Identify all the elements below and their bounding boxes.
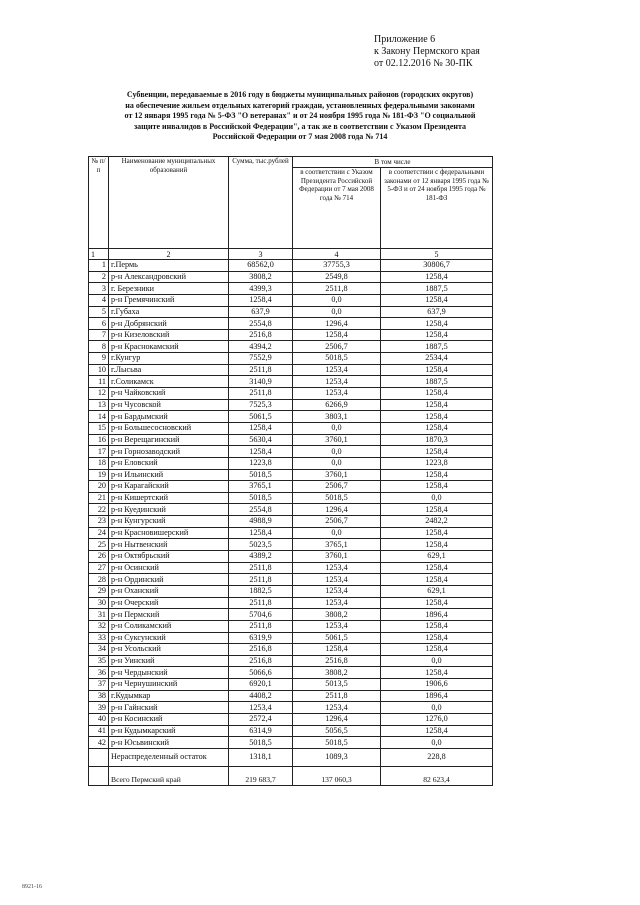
table-row bbox=[89, 353, 493, 365]
row-laws: 2534,4 bbox=[381, 353, 493, 365]
row-decree: 1253,4 bbox=[293, 620, 381, 632]
row-name: г.Соликамск bbox=[109, 376, 229, 388]
row-number: 7 bbox=[89, 329, 109, 341]
total-decree: 137 060,3 bbox=[293, 766, 381, 785]
row-name: р-н Кунгурский bbox=[109, 516, 229, 528]
row-name: р-н Оханский bbox=[109, 585, 229, 597]
row-laws: 1258,4 bbox=[381, 504, 493, 516]
row-sum: 2554,8 bbox=[229, 504, 293, 516]
row-name: р-н Уинский bbox=[109, 655, 229, 667]
row-number: 32 bbox=[89, 620, 109, 632]
row-name: г.Лысьва bbox=[109, 364, 229, 376]
col-number-3: 3 bbox=[229, 249, 293, 260]
row-number: 11 bbox=[89, 376, 109, 388]
col-number-5: 5 bbox=[381, 249, 493, 260]
row-name: р-н Бардымский bbox=[109, 411, 229, 423]
row-laws: 1258,4 bbox=[381, 399, 493, 411]
row-sum: 2511,8 bbox=[229, 388, 293, 400]
row-number: 9 bbox=[89, 353, 109, 365]
row-laws: 1258,4 bbox=[381, 562, 493, 574]
row-sum: 2511,8 bbox=[229, 364, 293, 376]
row-laws: 1258,4 bbox=[381, 481, 493, 493]
row-number: 10 bbox=[89, 364, 109, 376]
table-row bbox=[89, 574, 493, 586]
row-decree: 1253,4 bbox=[293, 364, 381, 376]
appendix-line-3: от 02.12.2016 № 30-ПК bbox=[374, 58, 473, 69]
row-name: р-н Пермский bbox=[109, 609, 229, 621]
table-row bbox=[89, 434, 493, 446]
title-line-2: на обеспечение жильем отдельных категорий граждан, установленных федеральными законами bbox=[125, 100, 475, 110]
table-row bbox=[89, 504, 493, 516]
row-decree: 1258,4 bbox=[293, 644, 381, 656]
row-sum: 5018,5 bbox=[229, 469, 293, 481]
row-decree: 2506,7 bbox=[293, 481, 381, 493]
unallocated-no bbox=[89, 748, 109, 766]
row-number: 16 bbox=[89, 434, 109, 446]
table-row bbox=[89, 318, 493, 330]
row-sum: 5018,5 bbox=[229, 737, 293, 749]
row-sum: 2511,8 bbox=[229, 574, 293, 586]
table-row bbox=[89, 609, 493, 621]
row-sum: 7552,9 bbox=[229, 353, 293, 365]
row-decree: 3760,1 bbox=[293, 434, 381, 446]
row-sum: 5061,5 bbox=[229, 411, 293, 423]
row-decree: 3808,2 bbox=[293, 667, 381, 679]
row-name: р-н Александровский bbox=[109, 271, 229, 283]
row-sum: 5066,6 bbox=[229, 667, 293, 679]
row-decree: 3760,1 bbox=[293, 551, 381, 563]
table-row bbox=[89, 690, 493, 702]
row-number: 4 bbox=[89, 294, 109, 306]
row-laws: 1258,4 bbox=[381, 364, 493, 376]
title-line-4: защите инвалидов в Российской Федерации", а так же в соответствии с Указом Президента bbox=[133, 121, 467, 131]
row-laws: 1258,4 bbox=[381, 620, 493, 632]
row-name: р-н Большесосновский bbox=[109, 422, 229, 434]
header-name: Наименование муниципальных образований bbox=[109, 157, 229, 249]
table-row bbox=[89, 737, 493, 749]
row-name: р-н Красновишерский bbox=[109, 527, 229, 539]
total-laws: 82 623,4 bbox=[381, 766, 493, 785]
row-number: 39 bbox=[89, 702, 109, 714]
row-sum: 2516,8 bbox=[229, 644, 293, 656]
table-row bbox=[89, 481, 493, 493]
row-laws: 1258,4 bbox=[381, 446, 493, 458]
row-laws: 1258,4 bbox=[381, 597, 493, 609]
row-decree: 2549,8 bbox=[293, 271, 381, 283]
row-sum: 1258,4 bbox=[229, 422, 293, 434]
row-laws: 1276,0 bbox=[381, 713, 493, 725]
table-row bbox=[89, 539, 493, 551]
table-row bbox=[89, 679, 493, 691]
row-sum: 5018,5 bbox=[229, 492, 293, 504]
row-number: 27 bbox=[89, 562, 109, 574]
row-decree: 1253,4 bbox=[293, 574, 381, 586]
row-laws: 1887,5 bbox=[381, 376, 493, 388]
row-number: 18 bbox=[89, 457, 109, 469]
row-number: 29 bbox=[89, 585, 109, 597]
row-name: р-н Ординский bbox=[109, 574, 229, 586]
row-decree: 6266,9 bbox=[293, 399, 381, 411]
row-name: г.Кудымкар bbox=[109, 690, 229, 702]
row-name: г.Кунгур bbox=[109, 353, 229, 365]
title-line-1: Субвенции, передаваемые в 2016 году в бюджеты муниципальных районов (городских округов) bbox=[126, 90, 474, 99]
row-name: р-н Чердынский bbox=[109, 667, 229, 679]
row-number: 5 bbox=[89, 306, 109, 318]
header-including: В том числе bbox=[293, 157, 493, 168]
row-name: р-н Добрянский bbox=[109, 318, 229, 330]
table-row bbox=[89, 260, 493, 272]
header-sum: Сумма, тыс.рублей bbox=[229, 157, 293, 249]
row-decree: 2511,8 bbox=[293, 283, 381, 295]
row-number: 12 bbox=[89, 388, 109, 400]
row-name: р-н Верещагинский bbox=[109, 434, 229, 446]
row-name: р-н Осинский bbox=[109, 562, 229, 574]
row-decree: 5061,5 bbox=[293, 632, 381, 644]
row-decree: 1253,4 bbox=[293, 376, 381, 388]
row-laws: 0,0 bbox=[381, 655, 493, 667]
row-name: р-н Кишертский bbox=[109, 492, 229, 504]
row-number: 19 bbox=[89, 469, 109, 481]
row-laws: 1258,4 bbox=[381, 469, 493, 481]
table-row bbox=[89, 702, 493, 714]
table-row bbox=[89, 644, 493, 656]
table-row bbox=[89, 620, 493, 632]
row-sum: 4399,3 bbox=[229, 283, 293, 295]
row-number: 25 bbox=[89, 539, 109, 551]
row-name: р-н Куединский bbox=[109, 504, 229, 516]
row-laws: 1258,4 bbox=[381, 388, 493, 400]
total-sum: 219 683,7 bbox=[229, 766, 293, 785]
appendix-line-1: Приложение 6 bbox=[374, 34, 436, 45]
row-name: р-н Суксунский bbox=[109, 632, 229, 644]
table-body bbox=[89, 260, 493, 749]
table-row bbox=[89, 271, 493, 283]
row-number: 21 bbox=[89, 492, 109, 504]
table-row bbox=[89, 399, 493, 411]
row-laws: 637,9 bbox=[381, 306, 493, 318]
table-row bbox=[89, 516, 493, 528]
row-name: р-н Соликамский bbox=[109, 620, 229, 632]
row-name: р-н Горнозаводский bbox=[109, 446, 229, 458]
row-name: р-н Нытвенский bbox=[109, 539, 229, 551]
row-decree: 0,0 bbox=[293, 527, 381, 539]
row-sum: 4394,2 bbox=[229, 341, 293, 353]
row-sum: 5023,5 bbox=[229, 539, 293, 551]
row-decree: 5013,5 bbox=[293, 679, 381, 691]
row-sum: 4988,9 bbox=[229, 516, 293, 528]
row-sum: 1253,4 bbox=[229, 702, 293, 714]
table-row bbox=[89, 655, 493, 667]
row-sum: 6314,9 bbox=[229, 725, 293, 737]
total-name: Всего Пермский край bbox=[109, 766, 229, 785]
row-laws: 1258,4 bbox=[381, 411, 493, 423]
table-row bbox=[89, 457, 493, 469]
table-row bbox=[89, 527, 493, 539]
row-name: р-н Кудымкарский bbox=[109, 725, 229, 737]
row-decree: 3760,1 bbox=[293, 469, 381, 481]
row-sum: 1258,4 bbox=[229, 446, 293, 458]
row-sum: 1882,5 bbox=[229, 585, 293, 597]
row-decree: 1253,4 bbox=[293, 702, 381, 714]
row-laws: 0,0 bbox=[381, 737, 493, 749]
row-number: 15 bbox=[89, 422, 109, 434]
row-laws: 1896,4 bbox=[381, 609, 493, 621]
row-sum: 5630,4 bbox=[229, 434, 293, 446]
table-row bbox=[89, 422, 493, 434]
row-decree: 2511,8 bbox=[293, 690, 381, 702]
row-number: 1 bbox=[89, 260, 109, 272]
col-number-2: 2 bbox=[109, 249, 229, 260]
row-number: 31 bbox=[89, 609, 109, 621]
row-number: 3 bbox=[89, 283, 109, 295]
row-sum: 5704,6 bbox=[229, 609, 293, 621]
row-decree: 0,0 bbox=[293, 294, 381, 306]
row-name: р-н Косинский bbox=[109, 713, 229, 725]
row-number: 2 bbox=[89, 271, 109, 283]
row-name: р-н Карагайский bbox=[109, 481, 229, 493]
table-row bbox=[89, 551, 493, 563]
row-name: р-н Гремячинский bbox=[109, 294, 229, 306]
row-decree: 0,0 bbox=[293, 306, 381, 318]
row-number: 36 bbox=[89, 667, 109, 679]
row-sum: 1258,4 bbox=[229, 294, 293, 306]
row-laws: 1258,4 bbox=[381, 527, 493, 539]
title-line-3: от 12 января 1995 года № 5-ФЗ "О ветеранах" и от 24 ноября 1995 года № 181-ФЗ "О социальной bbox=[124, 111, 476, 120]
row-laws: 1258,4 bbox=[381, 318, 493, 330]
row-decree: 2516,8 bbox=[293, 655, 381, 667]
row-number: 28 bbox=[89, 574, 109, 586]
row-number: 13 bbox=[89, 399, 109, 411]
row-laws: 1258,4 bbox=[381, 294, 493, 306]
row-number: 41 bbox=[89, 725, 109, 737]
row-decree: 3803,1 bbox=[293, 411, 381, 423]
row-sum: 7525,3 bbox=[229, 399, 293, 411]
header-no: № п/п bbox=[89, 157, 109, 249]
row-name: р-н Еловский bbox=[109, 457, 229, 469]
row-number: 33 bbox=[89, 632, 109, 644]
unallocated-name: Нераспределенный остаток bbox=[109, 748, 229, 766]
row-laws: 1258,4 bbox=[381, 644, 493, 656]
row-decree: 5018,5 bbox=[293, 353, 381, 365]
total-no bbox=[89, 766, 109, 785]
table-row bbox=[89, 411, 493, 423]
table-row bbox=[89, 632, 493, 644]
row-decree: 2506,7 bbox=[293, 341, 381, 353]
row-sum: 2572,4 bbox=[229, 713, 293, 725]
row-decree: 3765,1 bbox=[293, 539, 381, 551]
row-name: р-н Ильинский bbox=[109, 469, 229, 481]
row-name: г.Губаха bbox=[109, 306, 229, 318]
row-sum: 4389,2 bbox=[229, 551, 293, 563]
row-decree: 37755,3 bbox=[293, 260, 381, 272]
header-decree: в соответствии с Указом Президента Российской Федерации от 7 мая 2008 года № 714 bbox=[293, 168, 381, 249]
row-laws: 1258,4 bbox=[381, 271, 493, 283]
table-row bbox=[89, 585, 493, 597]
row-sum: 6319,9 bbox=[229, 632, 293, 644]
row-decree: 1296,4 bbox=[293, 504, 381, 516]
table-row bbox=[89, 294, 493, 306]
row-decree: 1253,4 bbox=[293, 388, 381, 400]
table-row bbox=[89, 446, 493, 458]
row-laws: 629,1 bbox=[381, 585, 493, 597]
row-number: 23 bbox=[89, 516, 109, 528]
row-number: 42 bbox=[89, 737, 109, 749]
row-number: 6 bbox=[89, 318, 109, 330]
row-decree: 2506,7 bbox=[293, 516, 381, 528]
row-decree: 1258,4 bbox=[293, 329, 381, 341]
row-name: р-н Чусовской bbox=[109, 399, 229, 411]
unallocated-sum: 1318,1 bbox=[229, 748, 293, 766]
unallocated-laws: 228,8 bbox=[381, 748, 493, 766]
row-sum: 4408,2 bbox=[229, 690, 293, 702]
row-laws: 1906,6 bbox=[381, 679, 493, 691]
appendix-line-2: к Закону Пермского края bbox=[374, 46, 480, 57]
row-laws: 2482,2 bbox=[381, 516, 493, 528]
row-name: р-н Краснокамский bbox=[109, 341, 229, 353]
row-sum: 637,9 bbox=[229, 306, 293, 318]
row-laws: 1887,5 bbox=[381, 283, 493, 295]
row-number: 37 bbox=[89, 679, 109, 691]
row-sum: 3765,1 bbox=[229, 481, 293, 493]
row-laws: 0,0 bbox=[381, 702, 493, 714]
row-number: 40 bbox=[89, 713, 109, 725]
row-number: 17 bbox=[89, 446, 109, 458]
table-row bbox=[89, 364, 493, 376]
row-decree: 1253,4 bbox=[293, 585, 381, 597]
row-decree: 3808,2 bbox=[293, 609, 381, 621]
footer-code: 8921-16 bbox=[22, 884, 42, 890]
row-laws: 629,1 bbox=[381, 551, 493, 563]
row-number: 22 bbox=[89, 504, 109, 516]
row-sum: 2511,8 bbox=[229, 620, 293, 632]
row-sum: 1223,8 bbox=[229, 457, 293, 469]
row-sum: 2511,8 bbox=[229, 597, 293, 609]
table-row bbox=[89, 306, 493, 318]
unallocated-row bbox=[89, 748, 493, 766]
table-row bbox=[89, 667, 493, 679]
title-line-5: Российской Федерации от 7 мая 2008 года № 714 bbox=[212, 132, 388, 141]
row-name: р-н Юсьвинский bbox=[109, 737, 229, 749]
row-decree: 1253,4 bbox=[293, 597, 381, 609]
row-laws: 1870,3 bbox=[381, 434, 493, 446]
row-sum: 3140,9 bbox=[229, 376, 293, 388]
table-row bbox=[89, 725, 493, 737]
row-sum: 2516,8 bbox=[229, 655, 293, 667]
row-name: р-н Чернушинский bbox=[109, 679, 229, 691]
row-number: 14 bbox=[89, 411, 109, 423]
row-laws: 1258,4 bbox=[381, 632, 493, 644]
document-title bbox=[95, 90, 505, 143]
row-laws: 1258,4 bbox=[381, 574, 493, 586]
table-row bbox=[89, 388, 493, 400]
row-decree: 5018,5 bbox=[293, 492, 381, 504]
total-row bbox=[89, 766, 493, 785]
row-decree: 1253,4 bbox=[293, 562, 381, 574]
row-number: 20 bbox=[89, 481, 109, 493]
appendix-header bbox=[374, 34, 480, 70]
row-number: 35 bbox=[89, 655, 109, 667]
row-number: 38 bbox=[89, 690, 109, 702]
row-name: г. Березники bbox=[109, 283, 229, 295]
table-row bbox=[89, 329, 493, 341]
row-sum: 6920,1 bbox=[229, 679, 293, 691]
row-number: 34 bbox=[89, 644, 109, 656]
row-name: р-н Гайнский bbox=[109, 702, 229, 714]
table-row bbox=[89, 713, 493, 725]
row-laws: 1887,5 bbox=[381, 341, 493, 353]
row-laws: 0,0 bbox=[381, 492, 493, 504]
table-row bbox=[89, 341, 493, 353]
row-sum: 1258,4 bbox=[229, 527, 293, 539]
row-laws: 30806,7 bbox=[381, 260, 493, 272]
row-laws: 1258,4 bbox=[381, 539, 493, 551]
table-row bbox=[89, 492, 493, 504]
row-name: р-н Октябрьский bbox=[109, 551, 229, 563]
row-sum: 68562,0 bbox=[229, 260, 293, 272]
subsidy-table bbox=[88, 156, 493, 786]
col-number-4: 4 bbox=[293, 249, 381, 260]
table-row bbox=[89, 562, 493, 574]
row-number: 24 bbox=[89, 527, 109, 539]
row-sum: 2554,8 bbox=[229, 318, 293, 330]
row-decree: 5018,5 bbox=[293, 737, 381, 749]
row-laws: 1258,4 bbox=[381, 725, 493, 737]
row-number: 8 bbox=[89, 341, 109, 353]
row-name: г.Пермь bbox=[109, 260, 229, 272]
row-decree: 5056,5 bbox=[293, 725, 381, 737]
row-laws: 1258,4 bbox=[381, 422, 493, 434]
table-row bbox=[89, 597, 493, 609]
table-row bbox=[89, 469, 493, 481]
table-row bbox=[89, 376, 493, 388]
row-decree: 0,0 bbox=[293, 457, 381, 469]
row-decree: 0,0 bbox=[293, 422, 381, 434]
row-decree: 1296,4 bbox=[293, 318, 381, 330]
row-decree: 1296,4 bbox=[293, 713, 381, 725]
row-decree: 0,0 bbox=[293, 446, 381, 458]
col-number-1: 1 bbox=[89, 249, 109, 260]
row-laws: 1223,8 bbox=[381, 457, 493, 469]
row-name: р-н Усольский bbox=[109, 644, 229, 656]
row-number: 26 bbox=[89, 551, 109, 563]
unallocated-decree: 1089,3 bbox=[293, 748, 381, 766]
row-name: р-н Очерский bbox=[109, 597, 229, 609]
row-sum: 2511,8 bbox=[229, 562, 293, 574]
column-number-row bbox=[89, 249, 493, 260]
header-laws: в соответствии с федеральными законами от 12 января 1995 года № 5-ФЗ и от 24 ноября 1995 года № 181-ФЗ bbox=[381, 168, 493, 249]
row-sum: 2516,8 bbox=[229, 329, 293, 341]
table-row bbox=[89, 283, 493, 295]
row-laws: 1258,4 bbox=[381, 667, 493, 679]
row-name: р-н Чайковский bbox=[109, 388, 229, 400]
row-number: 30 bbox=[89, 597, 109, 609]
row-laws: 1896,4 bbox=[381, 690, 493, 702]
row-sum: 3808,2 bbox=[229, 271, 293, 283]
row-laws: 1258,4 bbox=[381, 329, 493, 341]
row-name: р-н Кизеловский bbox=[109, 329, 229, 341]
